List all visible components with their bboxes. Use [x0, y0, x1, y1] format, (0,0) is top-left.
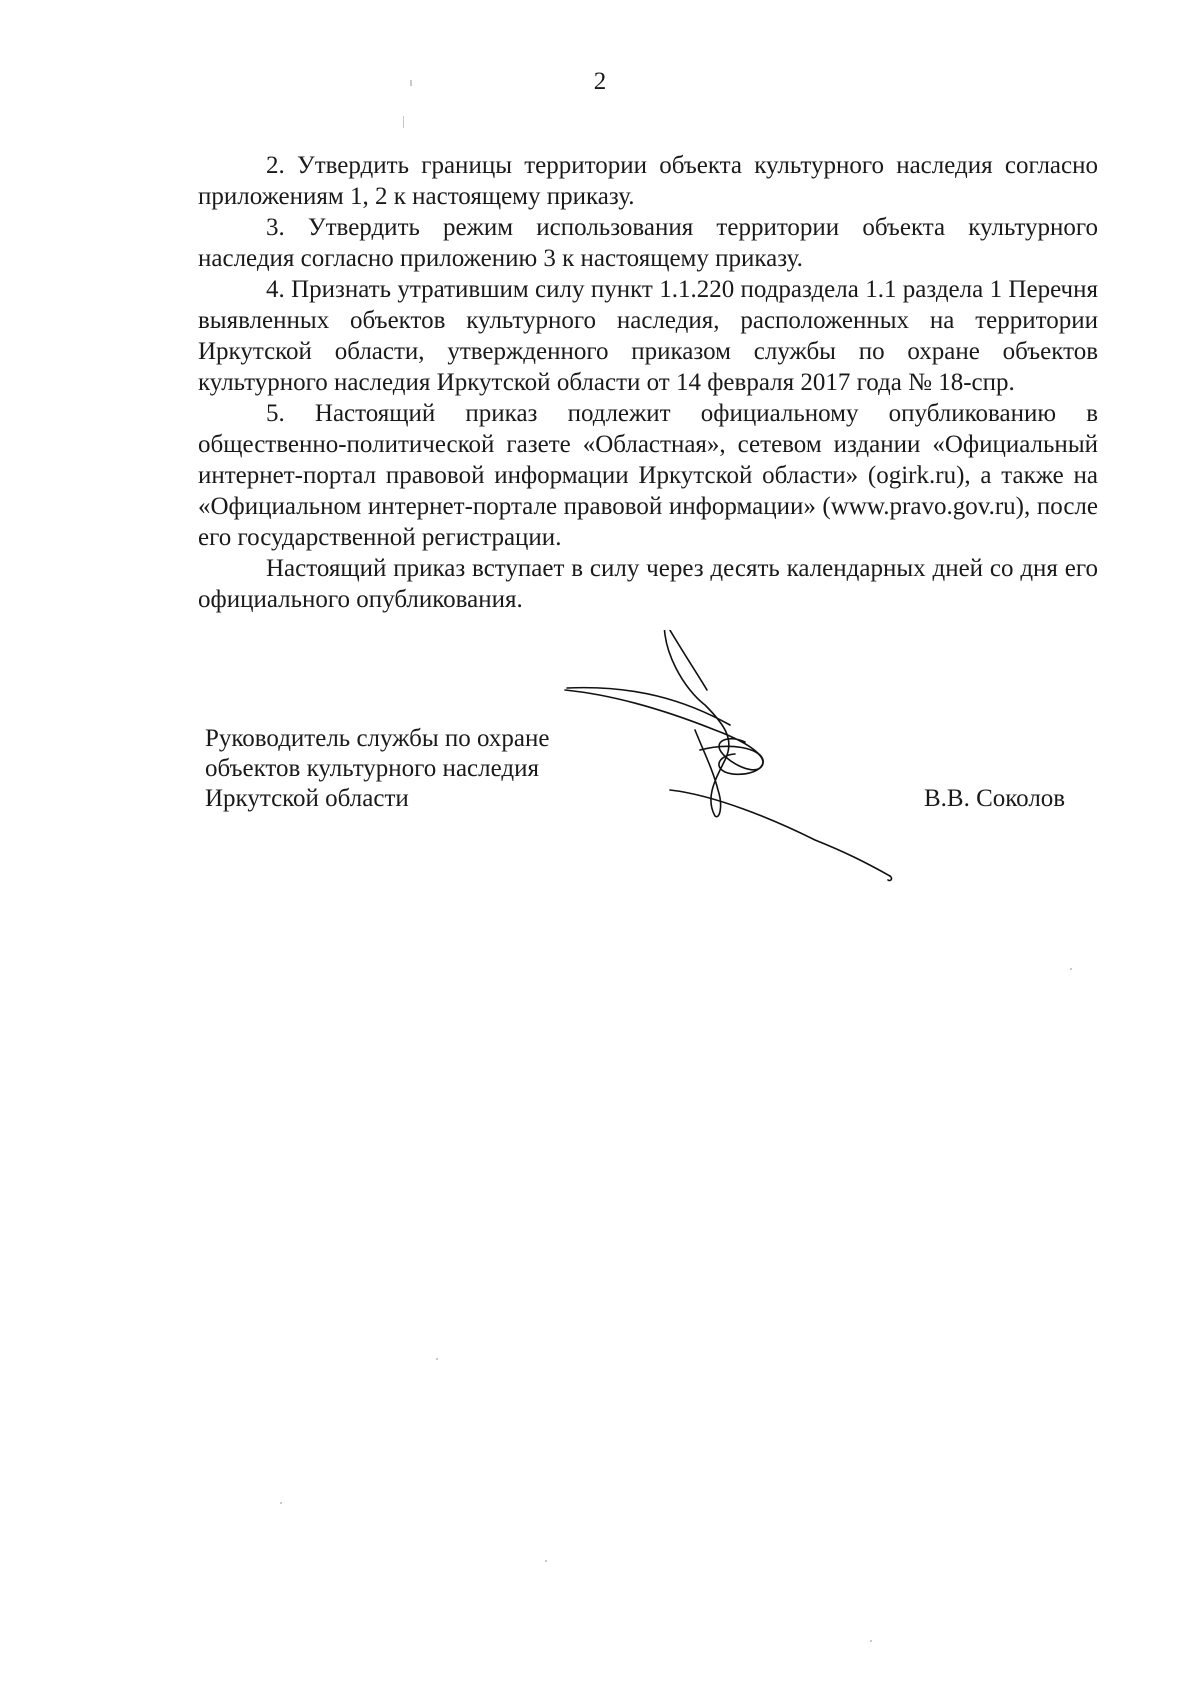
page-number: 2 — [593, 68, 607, 95]
paragraph-item-3: 3. Утвердить режим использования территории объекта культурного наследия согласно приложению 3 к настоящему приказу. — [198, 214, 1098, 272]
scan-artifact — [403, 116, 404, 128]
handwritten-signature — [555, 630, 925, 900]
document-body — [198, 150, 1098, 615]
signer-name: В.В. Соколов — [924, 785, 1066, 812]
scan-artifact — [280, 1502, 282, 1504]
scan-artifact — [870, 1640, 872, 1642]
scan-artifact — [545, 1560, 547, 1562]
position-line: Иркутской области — [205, 785, 409, 812]
paragraph-item-5: 5. Настоящий приказ подлежит официальному опубликованию в общественно-политической газете «Областная», сетевом издании «Официальный интернет-портал правовой информации Иркутской области» (ogirk.ru), а также на «Официальном интернет-портале правовой информации» (www.pravo.gov.ru), после его государственной регистрации. — [198, 400, 1098, 551]
paragraph-item-2: 2. Утвердить границы территории объекта культурного наследия согласно приложениям 1, 2 к настоящему приказу. — [198, 152, 1098, 210]
scan-artifact — [436, 1358, 438, 1360]
scan-artifact — [410, 80, 412, 86]
scan-artifact — [1070, 968, 1072, 970]
position-line: Руководитель службы по охране — [205, 725, 550, 752]
position-line: объектов культурного наследия — [205, 755, 539, 782]
paragraph-item-4: 4. Признать утратившим силу пункт 1.1.220 подраздела 1.1 раздела 1 Перечня выявленных объектов культурного наследия, расположенных на территории Иркутской области, утвержденного приказом службы по охране объектов культурного наследия Иркутской области от 14 февраля 2017 года № 18-спр. — [198, 276, 1098, 396]
paragraph-effective-date: Настоящий приказ вступает в силу через десять календарных дней со дня его официального опубликования. — [198, 555, 1098, 613]
